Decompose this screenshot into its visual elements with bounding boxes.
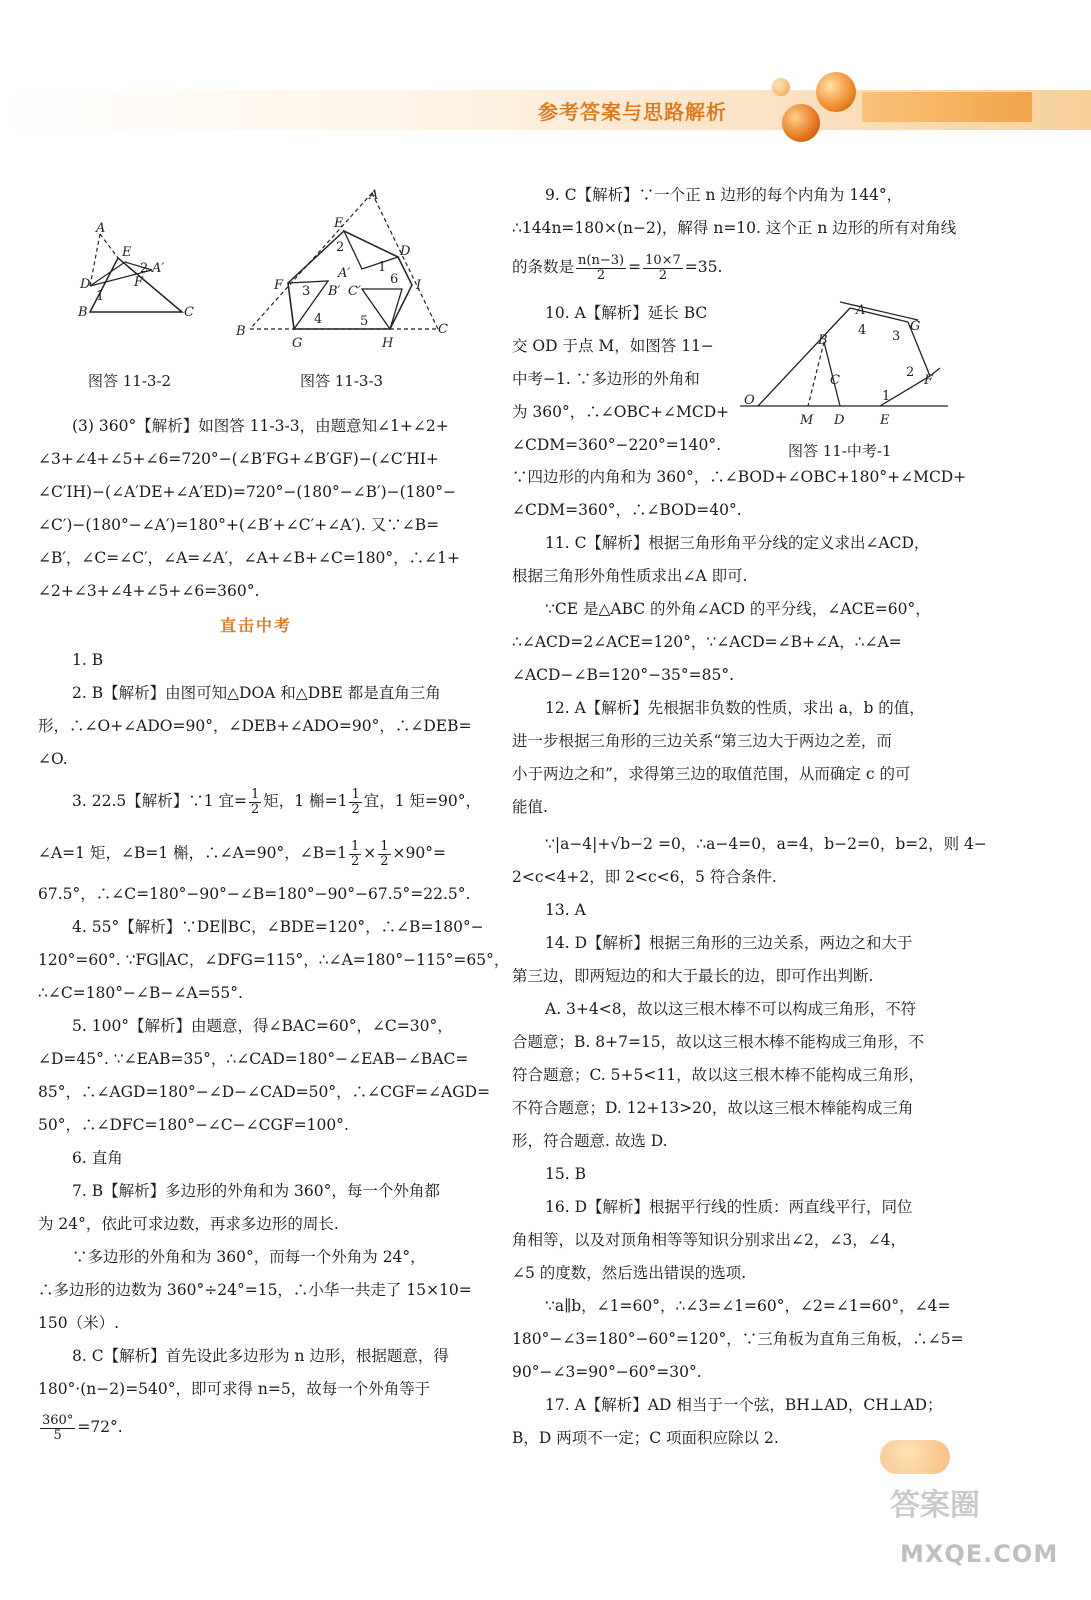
answer-line: 90°−∠3=90°−60°=30°. xyxy=(512,1363,702,1381)
answer-line: 为 360°，∴∠OBC+∠MCD+ xyxy=(512,403,730,421)
answer-line: 3. 22.5【解析】∵1 宜= $\frac{1}{2}$ 矩，1 槲=1 $\frac{1}{2}$ 宜，1 矩=90°， xyxy=(72,786,481,817)
answer-line: 合题意；B. 8+7=15，故以这三根木棒不能构成三角形，不 xyxy=(512,1033,925,1051)
figure-caption: 图答 11-3-2 xyxy=(88,372,172,390)
svg-text:F: F xyxy=(274,278,284,293)
answer-line: ∠A=1 矩，∠B=1 槲，∴∠A=90°，∠B=1 $\frac{1}{2}$ × $\frac{1}{2}$ ×90°= xyxy=(38,838,446,869)
svg-text:1: 1 xyxy=(882,389,891,404)
answer-line: ∠CDM=360°，∴∠BOD=40°. xyxy=(512,501,742,519)
svg-text:2: 2 xyxy=(140,261,149,276)
answer-line: 8. C【解析】首先设此多边形为 n 边形，根据题意，得 xyxy=(72,1347,449,1365)
fraction: $\frac{360^\circ}{5}$ xyxy=(42,1412,74,1443)
svg-text:B: B xyxy=(78,305,88,320)
svg-text:D: D xyxy=(80,277,91,292)
svg-text:M: M xyxy=(800,413,814,428)
svg-text:C′: C′ xyxy=(348,284,361,299)
svg-text:1: 1 xyxy=(378,260,387,275)
answer-line: 12. A【解析】先根据非负数的性质，求出 a，b 的值， xyxy=(545,699,925,717)
svg-text:A: A xyxy=(96,221,106,236)
answer-line: ∵a∥b，∠1=60°，∴∠3=∠1=60°，∠2=∠1=60°，∠4= xyxy=(545,1297,951,1315)
figure-11-zhongkao-1 xyxy=(740,300,952,430)
answer-line: 根据三角形外角性质求出∠A 即可. xyxy=(512,567,748,585)
fraction: $\frac{10\times 7}{2}$ xyxy=(645,252,681,283)
answer-line: 的条数是 $\frac{n(n-3)}{2}$ = $\frac{10\times 7}{2}$ =35. xyxy=(512,252,723,283)
header-decor-bar xyxy=(862,92,1032,122)
answer-line: 67.5°，∴∠C=180°−90°−∠B=180°−90°−67.5°=22.5°. xyxy=(38,885,471,903)
svg-text:2: 2 xyxy=(906,365,915,380)
answer-line: ∴∠ACD=2∠ACE=120°，∵∠ACD=∠B+∠A，∴∠A= xyxy=(512,633,902,651)
section-heading: 直击中考 xyxy=(220,616,293,635)
figure-caption: 图答 11-3-3 xyxy=(300,372,384,390)
answer-line: ∴144n=180×(n−2)，解得 n=10. 这个正 n 边形的所有对角线 xyxy=(512,219,957,237)
answer-line: 14. D【解析】根据三角形的三边关系，两边之和大于 xyxy=(545,934,913,952)
svg-text:C: C xyxy=(184,305,194,320)
watermark-logo: 答案圈 xyxy=(890,1488,980,1523)
answer-line: ∠O. xyxy=(38,750,68,768)
answer-line: ∠5 的度数，然后选出错误的选项. xyxy=(512,1264,747,1282)
answer-line: 9. C【解析】∵一个正 n 边形的每个内角为 144°， xyxy=(545,186,903,204)
answer-line: 中考−1. ∵多边形的外角和 xyxy=(512,370,700,388)
svg-text:G: G xyxy=(292,336,303,351)
answer-line: 180°·(n−2)=540°，即可求得 n=5，故每一个外角等于 xyxy=(38,1380,431,1398)
svg-text:1: 1 xyxy=(96,289,105,304)
answer-line: $\frac{360^\circ}{5}$ =72°. xyxy=(42,1412,123,1443)
svg-text:G: G xyxy=(910,319,921,334)
answer-line: 15. B xyxy=(545,1165,586,1183)
svg-text:B: B xyxy=(236,324,246,339)
text-line: ∠C′)−(180°−∠A′)=180°+(∠B′+∠C′+∠A′). 又∵∠B= xyxy=(38,516,440,534)
svg-text:3: 3 xyxy=(302,284,311,299)
answer-line: 2. B【解析】由图可知△DOA 和△DBE 都是直角三角 xyxy=(72,684,441,702)
svg-text:F: F xyxy=(924,373,934,388)
answer-line: 角相等，以及对顶角相等等知识分别求出∠2，∠3，∠4， xyxy=(512,1231,907,1249)
answer-line: 能值. xyxy=(512,798,548,816)
answer-line: 第三边，即两短边的和大于最长的边，即可作出判断. xyxy=(512,967,874,985)
answer-line: 120°=60°. ∵FG∥AC，∠DFG=115°，∴∠A=180°−115°=65°， xyxy=(38,951,510,969)
answer-line: 10. A【解析】延长 BC xyxy=(545,304,708,322)
answer-line: 4. 55°【解析】∵DE∥BC，∠BDE=120°，∴∠B=180°− xyxy=(72,918,484,936)
answer-line: 50°，∴∠DFC=180°−∠C−∠CGF=100°. xyxy=(38,1116,349,1134)
answer-line: ∴多边形的边数为 360°÷24°=15，∴小华一共走了 15×10= xyxy=(38,1281,472,1299)
text-line: (3) 360°【解析】如图答 11-3-3，由题意知∠1+∠2+ xyxy=(72,417,449,435)
planet-orb-icon xyxy=(782,104,820,142)
text-line: ∠3+∠4+∠5+∠6=720°−(∠B′FG+∠B′GF)−(∠C′HI+ xyxy=(38,450,439,468)
page-corner-decor xyxy=(880,1440,950,1474)
svg-text:D: D xyxy=(834,413,845,428)
answer-line: 为 24°，依此可求边数，再求多边形的周长. xyxy=(38,1215,339,1233)
answer-line: 形，符合题意. 故选 D. xyxy=(512,1132,668,1150)
svg-text:D: D xyxy=(400,244,411,259)
answer-line: 85°，∴∠AGD=180°−∠D−∠CAD=50°，∴∠CGF=∠AGD= xyxy=(38,1083,491,1101)
answer-line: A. 3+4<8，故以这三根木棒不可以构成三角形，不符 xyxy=(545,1000,917,1018)
text-line: ∠2+∠3+∠4+∠5+∠6=360°. xyxy=(38,582,260,600)
svg-text:A: A xyxy=(369,188,379,203)
text-line: ∠B′，∠C=∠C′，∠A=∠A′，∠A+∠B+∠C=180°，∴∠1+ xyxy=(38,549,461,567)
svg-text:5: 5 xyxy=(360,314,369,329)
fraction: $\frac{n(n-3)}{2}$ xyxy=(578,252,625,283)
answer-line: B，D 两项不一定；C 项面积应除以 2. xyxy=(512,1429,779,1447)
answer-line: ∵CE 是△ABC 的外角∠ACD 的平分线，∠ACE=60°， xyxy=(545,600,931,618)
answer-line: 17. A【解析】AD 相当于一个弦，BH⊥AD，CH⊥AD； xyxy=(545,1396,943,1414)
svg-text:C: C xyxy=(438,322,448,337)
answer-line: ∵|a−4|+√b−2 =0，∴a−4=0，a=4，b−2=0，b=2，则 4− xyxy=(545,835,987,853)
answer-line: ∵四边形的内角和为 360°，∴∠BOD+∠OBC+180°+∠MCD+ xyxy=(512,468,967,486)
svg-text:E: E xyxy=(880,413,890,428)
watermark-url: MXQE.COM xyxy=(900,1540,1059,1568)
svg-text:I: I xyxy=(416,278,422,293)
answer-line: 180°−∠3=180°−60°=120°，∵三角板为直角三角板，∴∠5= xyxy=(512,1330,964,1348)
svg-text:A′: A′ xyxy=(152,261,165,276)
svg-text:A: A xyxy=(856,303,866,318)
svg-text:C: C xyxy=(830,373,840,388)
fraction: $\frac{1}{2}$ xyxy=(350,838,360,869)
svg-text:6: 6 xyxy=(390,272,399,287)
figure-11-3-3 xyxy=(232,185,452,355)
svg-text:F: F xyxy=(134,275,144,290)
answer-line: ∴∠C=180°−∠B−∠A=55°. xyxy=(38,984,243,1002)
svg-text:4: 4 xyxy=(314,312,323,327)
answer-line: 13. A xyxy=(545,901,586,919)
svg-text:H: H xyxy=(382,336,394,351)
answer-line: ∵多边形的外角和为 360°，而每一个外角为 24°， xyxy=(72,1248,426,1266)
svg-text:2: 2 xyxy=(336,240,345,255)
text-line: ∠C′IH)−(∠A′DE+∠A′ED)=720°−(180°−∠B′)−(180°− xyxy=(38,483,456,501)
figure-caption: 图答 11-中考-1 xyxy=(788,442,892,460)
planet-orb-icon xyxy=(772,78,790,96)
answer-line: 不符合题意；D. 12+13>20，故以这三根木棒能构成三角 xyxy=(512,1099,914,1117)
figure-11-3-2 xyxy=(70,220,200,330)
svg-text:3: 3 xyxy=(892,329,901,344)
page-header-title: 参考答案与思路解析 xyxy=(538,100,727,124)
answer-line: 进一步根据三角形的三边关系“第三边大于两边之差，而 xyxy=(512,732,892,750)
fraction: $\frac{1}{2}$ xyxy=(251,786,260,817)
svg-text:B: B xyxy=(818,333,828,348)
answer-line: 6. 直角 xyxy=(72,1149,123,1167)
answer-line: 11. C【解析】根据三角形角平分线的定义求出∠ACD， xyxy=(545,534,930,552)
answer-line: 5. 100°【解析】由题意，得∠BAC=60°，∠C=30°， xyxy=(72,1017,453,1035)
planet-orb-icon xyxy=(816,72,856,112)
answer-line: 16. D【解析】根据平行线的性质：两直线平行，同位 xyxy=(545,1198,913,1216)
svg-text:B′: B′ xyxy=(328,284,341,299)
answer-line: ∠D=45°. ∵∠EAB=35°，∴∠CAD=180°−∠EAB−∠BAC= xyxy=(38,1050,469,1068)
svg-text:E: E xyxy=(122,245,132,260)
answer-line: 2<c<4+2，即 2<c<6，5 符合条件. xyxy=(512,868,777,886)
svg-text:4: 4 xyxy=(858,323,867,338)
fraction: $\frac{1}{2}$ xyxy=(351,786,360,817)
svg-text:A′: A′ xyxy=(338,266,351,281)
svg-text:E: E xyxy=(334,216,344,231)
answer-line: 7. B【解析】多边形的外角和为 360°，每一个外角都 xyxy=(72,1182,440,1200)
answer-line: 符合题意；C. 5+5<11，故以这三根木棒不能构成三角形， xyxy=(512,1066,925,1084)
answer-line: ∠CDM=360°−220°=140°. xyxy=(512,436,722,454)
answer-line: 小于两边之和”，求得第三边的取值范围，从而确定 c 的可 xyxy=(512,765,911,783)
svg-text:O: O xyxy=(744,393,755,408)
answer-line: 150（米）. xyxy=(38,1314,120,1332)
answer-line: 1. B xyxy=(72,651,104,669)
answer-line: ∠ACD−∠B=120°−35°=85°. xyxy=(512,666,735,684)
fraction: $\frac{1}{2}$ xyxy=(380,838,389,869)
answer-line: 交 OD 于点 M，如图答 11− xyxy=(512,337,714,355)
answer-line: 形，∴∠O+∠ADO=90°，∠DEB+∠ADO=90°，∴∠DEB= xyxy=(38,717,472,735)
